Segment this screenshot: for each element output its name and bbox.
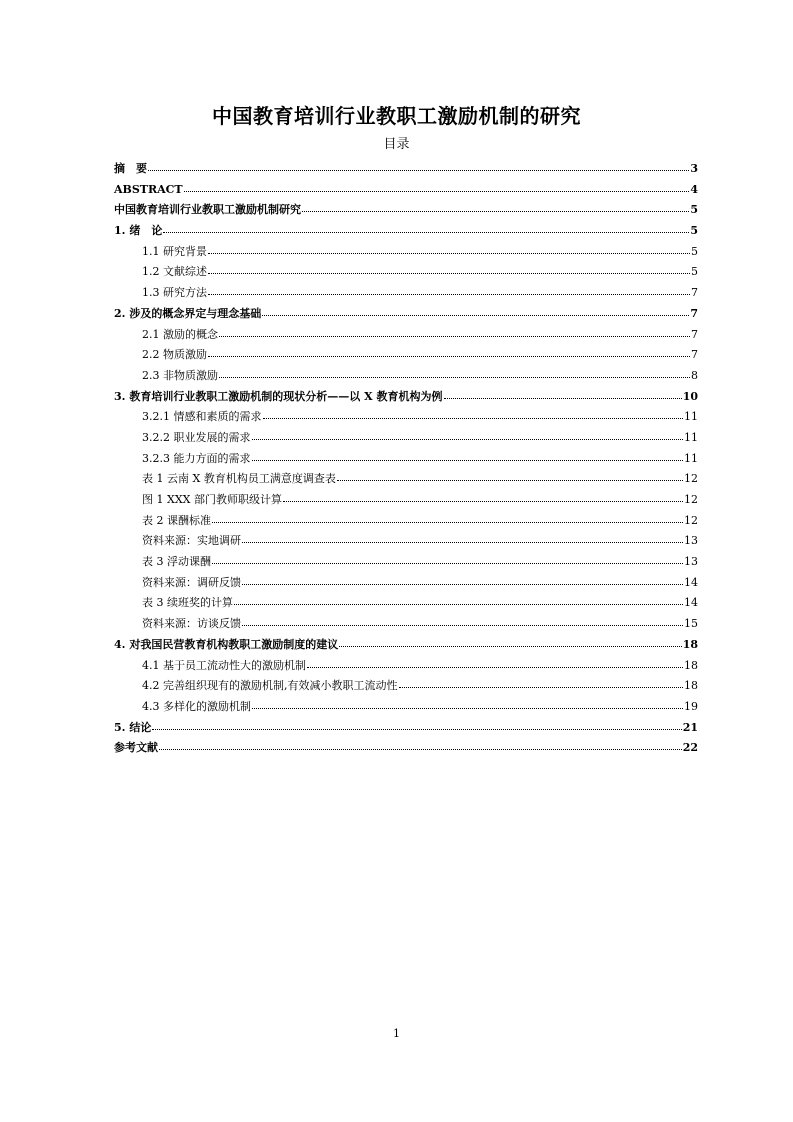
toc-dot-leader [242,574,683,586]
page-number: 1 [393,1027,400,1040]
toc-entry-page-number: 19 [684,699,698,713]
toc-dot-leader [212,553,683,565]
toc-dot-leader [163,222,689,234]
toc-dot-leader [242,615,683,627]
toc-entry[interactable] [114,511,698,532]
toc-entry-label: 1.1 研究背景 [142,244,207,258]
toc-entry[interactable] [114,635,698,656]
toc-entry[interactable] [114,428,698,449]
toc-dot-leader [252,698,683,710]
toc-entry-label: 摘 要 [114,162,147,175]
toc-entry[interactable] [114,366,698,387]
toc-entry[interactable] [114,407,698,428]
toc-entry-page-number: 12 [684,493,698,506]
toc-entry-label: 表 3 浮动课酬 [142,555,211,569]
toc-dot-leader [208,284,690,296]
toc-entry-page-number: 7 [690,306,698,320]
toc-dot-leader [307,657,683,669]
toc-entry-page-number: 7 [691,348,698,362]
toc-entry[interactable] [114,531,698,552]
toc-entry-page-number: 5 [691,244,698,258]
toc-entry[interactable] [114,449,698,470]
toc-dot-leader [184,181,690,193]
toc-dot-leader [339,636,681,648]
toc-entry-label: 图 1 XXX 部门教师职级计算 [142,493,282,506]
toc-entry-label: 中国教育培训行业教职工激励机制研究 [114,203,301,217]
toc-dot-leader [148,160,689,172]
toc-entry-label: 2.3 非物质激励 [142,368,218,382]
toc-dot-leader [337,470,683,482]
toc-entry-label: 3. 教育培训行业教职工激励机制的现状分析——以 X 教育机构为例 [114,389,443,403]
toc-dot-leader [399,677,684,689]
toc-entry-label: 资料来源：实地调研 [142,534,241,548]
toc-entry[interactable] [114,200,698,221]
toc-entry-page-number: 14 [684,575,698,589]
toc-entry[interactable] [114,283,698,304]
toc-dot-leader [208,263,690,275]
toc-entry-label: 1.3 研究方法 [142,286,207,300]
toc-entry-page-number: 18 [684,658,698,672]
toc-entry-page-number: 18 [682,637,698,651]
toc-entry-page-number: 8 [691,368,698,382]
toc-entry-label: 1. 绪 论 [114,224,163,238]
toc-entry-label: 4.2 完善组织现有的激励机制,有效减小教职工流动性 [142,679,398,693]
toc-entry-page-number: 7 [691,327,698,341]
toc-entry[interactable] [114,469,698,490]
toc-entry-page-number: 10 [682,389,698,403]
toc-entry-page-number: 4 [690,182,698,196]
toc-entry[interactable] [114,656,698,677]
toc-entry-label: 表 3 续班奖的计算 [142,596,233,610]
toc-entry[interactable] [114,242,698,263]
toc-entry[interactable] [114,221,698,242]
toc-entry-page-number: 7 [691,286,698,300]
toc-dot-leader [234,594,683,606]
toc-entry-page-number: 18 [684,679,698,693]
toc-entry[interactable] [114,697,698,718]
toc-entry-page-number: 5 [691,265,698,279]
toc-dot-leader [302,201,689,213]
toc-entry-page-number: 5 [690,224,698,238]
toc-dot-leader [219,367,690,379]
toc-heading: 目录 [383,137,410,152]
toc-dot-leader [208,346,690,358]
toc-entry[interactable] [114,738,698,759]
toc-entry-label: 1.2 文献综述 [142,265,207,279]
toc-entry-label: 资料来源：访谈反馈 [142,617,241,631]
toc-entry-label: 3.2.2 职业发展的需求 [142,430,251,444]
toc-entry-label: 5. 结论 [114,720,152,734]
toc-entry-label: 3.2.3 能力方面的需求 [142,451,251,465]
toc-dot-leader [262,305,689,317]
toc-entry-label: 4.1 基于员工流动性大的激励机制 [142,658,306,672]
toc-entry[interactable] [114,573,698,594]
toc-dot-leader [212,512,683,524]
toc-entry[interactable] [114,552,698,573]
toc-entry[interactable] [114,718,698,739]
toc-entry-label: 表 2 课酬标准 [142,513,211,527]
toc-dot-leader [208,243,690,255]
toc-dot-leader [242,532,683,544]
toc-dot-leader [263,408,684,420]
toc-entry[interactable] [114,676,698,697]
toc-entry-page-number: 21 [682,720,698,734]
toc-entry-page-number: 11 [684,430,698,444]
toc-entry-page-number: 13 [684,534,698,548]
toc-entry[interactable] [114,262,698,283]
toc-entry[interactable] [114,345,698,366]
toc-dot-leader [152,719,681,731]
toc-entry-label: 4. 对我国民营教育机构教职工激励制度的建议 [114,637,339,651]
toc-entry-label: ABSTRACT [114,182,183,196]
toc-entry-page-number: 12 [684,472,698,486]
toc-entry-label: 2.1 激励的概念 [142,327,218,341]
document-title: 中国教育培训行业教职工激励机制的研究 [212,104,581,128]
toc-dot-leader [219,326,690,338]
toc-entry[interactable] [114,304,698,325]
toc-entry-label: 表 1 云南 X 教育机构员工满意度调查表 [142,472,336,486]
toc-dot-leader [444,388,682,400]
toc-dot-leader [283,491,683,503]
toc-entry-label: 资料来源：调研反馈 [142,575,241,589]
table-of-contents [114,159,698,759]
toc-entry[interactable] [114,159,698,180]
toc-dot-leader [252,450,684,462]
toc-entry-page-number: 11 [684,451,698,465]
toc-entry-label: 3.2.1 情感和素质的需求 [142,410,262,424]
toc-entry-page-number: 15 [684,617,698,631]
toc-entry-page-number: 12 [684,513,698,527]
toc-entry-label: 4.3 多样化的激励机制 [142,699,251,713]
toc-entry[interactable] [114,593,698,614]
toc-entry-page-number: 3 [690,162,698,175]
toc-entry[interactable] [114,490,698,511]
toc-entry-label: 参考文献 [114,741,158,755]
toc-entry-page-number: 5 [690,203,698,217]
toc-entry-page-number: 11 [684,410,698,424]
toc-entry-label: 2. 涉及的概念界定与理念基础 [114,306,262,320]
toc-dot-leader [159,739,682,751]
toc-entry[interactable] [114,325,698,346]
toc-dot-leader [252,429,684,441]
toc-entry[interactable] [114,387,698,408]
toc-entry-label: 2.2 物质激励 [142,348,207,362]
toc-entry-page-number: 22 [682,741,698,755]
toc-entry[interactable] [114,180,698,201]
toc-entry-page-number: 13 [684,555,698,569]
toc-entry-page-number: 14 [684,596,698,610]
toc-entry[interactable] [114,614,698,635]
